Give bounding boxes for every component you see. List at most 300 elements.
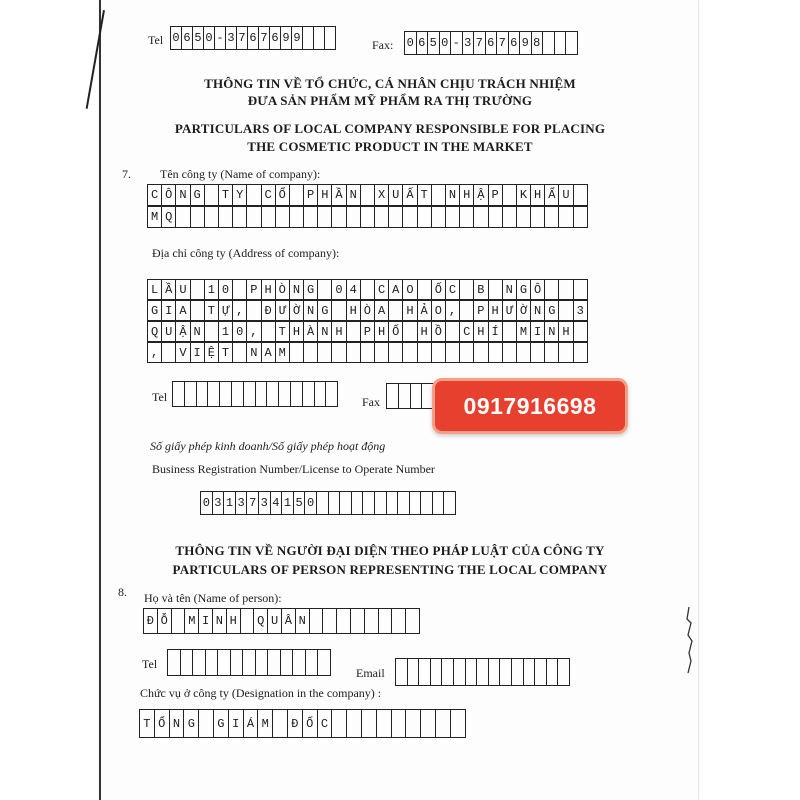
form-char-box: 0 [200, 491, 213, 515]
form-char-box: C [459, 321, 474, 342]
form-char-box: A [374, 300, 389, 321]
form-char-box [346, 342, 361, 363]
form-char-box: T [204, 300, 219, 321]
form-char-box [289, 206, 304, 228]
form-char-box [435, 709, 451, 738]
form-char-box [246, 184, 261, 206]
form-char-box: Ả [417, 300, 432, 321]
form-char-box [544, 342, 559, 363]
designation-label: Chức vụ ở công ty (Designation in the company) : [140, 686, 382, 700]
form-char-box: T [417, 184, 432, 206]
form-char-box [218, 206, 233, 228]
form-char-box [459, 342, 474, 363]
form-char-box [417, 342, 432, 363]
form-char-box: Đ [287, 709, 303, 738]
form-char-box: 3 [225, 26, 237, 50]
form-char-box [317, 279, 332, 300]
form-char-box [360, 342, 375, 363]
form-char-box: C [317, 709, 333, 738]
form-char-box [388, 206, 403, 228]
form-char-box: P [360, 321, 375, 342]
form-char-box [502, 184, 517, 206]
form-char-box: 7 [258, 26, 270, 50]
form-char-box [246, 300, 261, 321]
form-char-box [557, 658, 570, 686]
person-name-label: Họ và tên (Name of person): [144, 591, 282, 605]
section-8-number: 8. [118, 585, 127, 599]
form-char-box: U [558, 184, 573, 206]
form-char-box: 1 [223, 491, 236, 515]
form-char-box: H [346, 300, 361, 321]
form-char-box [180, 649, 194, 676]
form-char-box: T [275, 321, 290, 342]
form-char-box [217, 649, 231, 676]
form-char-box: H [289, 321, 304, 342]
form-char-box: Đ [261, 300, 276, 321]
form-char-box: T [139, 709, 155, 738]
form-char-box [388, 300, 403, 321]
form-char-box: Ầ [331, 184, 346, 206]
form-char-box: Ệ [204, 342, 219, 363]
form-char-box [445, 321, 460, 342]
form-char-box: T [218, 342, 233, 363]
form-char-box [573, 342, 588, 363]
form-char-box: A [261, 342, 276, 363]
form-char-box: Ò [275, 279, 290, 300]
form-char-box [230, 649, 244, 676]
form-char-box: H [317, 184, 332, 206]
form-char-box [573, 184, 588, 206]
company-tel-boxes [172, 381, 337, 407]
form-char-box [405, 608, 420, 634]
form-char-box: C [261, 184, 276, 206]
form-char-box: I [228, 709, 244, 738]
form-char-box: P [488, 184, 503, 206]
form-char-box [280, 649, 294, 676]
address-line3 [147, 321, 587, 342]
form-char-box: U [161, 321, 176, 342]
form-char-box [205, 649, 219, 676]
form-char-box: Ổ [275, 184, 290, 206]
form-char-box: , [246, 321, 261, 342]
form-char-box: Y [232, 184, 247, 206]
person-name-boxes [143, 608, 419, 634]
form-char-box [364, 608, 379, 634]
form-char-box [558, 206, 573, 228]
form-char-box: Q [161, 206, 176, 228]
form-char-box: Ẩ [544, 184, 559, 206]
form-char-box: - [450, 31, 463, 55]
form-char-box [336, 608, 351, 634]
form-char-box: M [147, 206, 162, 228]
form-char-box: Q [147, 321, 162, 342]
form-char-box: 4 [270, 491, 283, 515]
form-char-box: M [257, 709, 273, 738]
form-char-box: 7 [496, 31, 509, 55]
form-char-box [190, 206, 205, 228]
form-char-box [161, 342, 176, 363]
form-char-box: 6 [247, 26, 259, 50]
phone-overlay-badge: 0917916698 [432, 378, 628, 434]
form-char-box: N [530, 300, 545, 321]
company-name-line1 [147, 184, 587, 206]
form-char-box [544, 279, 559, 300]
form-char-box [303, 342, 318, 363]
form-char-box: A [388, 279, 403, 300]
top-fax-boxes [404, 31, 577, 55]
person-heading-en: PARTICULARS OF PERSON REPRESENTING THE LOCAL COMPANY [172, 562, 608, 577]
form-char-box [324, 26, 336, 50]
form-char-box: N [190, 321, 205, 342]
form-char-box: 6 [508, 31, 521, 55]
form-char-box [289, 342, 304, 363]
address-line2 [147, 300, 587, 321]
form-char-box: Ậ [473, 184, 488, 206]
form-char-box: 7 [246, 491, 259, 515]
section-7-number: 7. [122, 167, 131, 181]
form-char-box: H [374, 321, 389, 342]
form-char-box: X [374, 184, 389, 206]
ink-scribble-mark [684, 605, 694, 675]
form-char-box: 6 [416, 31, 429, 55]
form-char-box: N [445, 184, 460, 206]
form-char-box: H [459, 184, 474, 206]
form-char-box [240, 608, 255, 634]
form-char-box [198, 709, 214, 738]
form-char-box: Ấ [402, 184, 417, 206]
form-char-box: 0 [218, 279, 233, 300]
form-char-box [420, 709, 436, 738]
form-char-box [322, 608, 337, 634]
form-char-box [459, 300, 474, 321]
form-char-box: Á [243, 709, 259, 738]
form-char-box [388, 342, 403, 363]
form-char-box [261, 321, 276, 342]
form-char-box [431, 184, 446, 206]
company-heading-en-1: PARTICULARS OF LOCAL COMPANY RESPONSIBLE FOR PLACING [174, 121, 606, 136]
form-char-box: M [275, 342, 290, 363]
form-char-box: A [175, 300, 190, 321]
form-char-box: H [226, 608, 241, 634]
form-char-box: Ố [388, 321, 403, 342]
form-char-box: 0 [232, 321, 247, 342]
form-char-box: Ờ [516, 300, 531, 321]
form-char-box: - [214, 26, 226, 50]
form-char-box: Đ [143, 608, 158, 634]
license-label-vi: Số giấy phép kinh doanh/Số giấy phép hoạt động [150, 439, 386, 453]
form-char-box: G [516, 279, 531, 300]
form-char-box [374, 342, 389, 363]
page-edge [99, 0, 101, 800]
form-char-box [361, 709, 377, 738]
form-char-box: Ổ [154, 709, 170, 738]
form-char-box [502, 206, 517, 228]
form-char-box [573, 279, 588, 300]
form-char-box: M [184, 608, 199, 634]
form-char-box: O [402, 279, 417, 300]
form-char-box: , [445, 300, 460, 321]
form-char-box: 7 [473, 31, 486, 55]
form-char-box: Ờ [289, 300, 304, 321]
company-tel-label: Tel [152, 390, 168, 404]
form-char-box [272, 709, 288, 738]
top-tel-label: Tel [148, 33, 164, 47]
form-char-box: H [473, 321, 488, 342]
form-char-box [204, 184, 219, 206]
person-email-boxes [395, 658, 569, 686]
form-char-box: 3 [212, 491, 225, 515]
form-char-box: Ố [302, 709, 318, 738]
form-char-box: N [317, 321, 332, 342]
form-char-box [305, 649, 319, 676]
form-char-box [374, 206, 389, 228]
form-char-box: 5 [427, 31, 440, 55]
form-char-box: 7 [236, 26, 248, 50]
form-char-box: 9 [519, 31, 532, 55]
form-char-box: H [530, 184, 545, 206]
form-char-box: 6 [181, 26, 193, 50]
form-char-box: U [388, 184, 403, 206]
address-line1 [147, 279, 587, 300]
form-char-box [488, 279, 503, 300]
form-char-box: H [402, 300, 417, 321]
form-char-box: I [198, 608, 213, 634]
form-char-box: G [190, 184, 205, 206]
company-heading-en-2: THE COSMETIC PRODUCT IN THE MARKET [247, 139, 533, 154]
form-char-box: M [516, 321, 531, 342]
form-char-box: H [488, 300, 503, 321]
form-char-box: , [232, 300, 247, 321]
form-char-box [544, 206, 559, 228]
form-char-box: U [175, 279, 190, 300]
form-char-box [190, 279, 205, 300]
license-number-boxes [200, 491, 455, 515]
form-char-box: 1 [204, 279, 219, 300]
form-char-box [558, 279, 573, 300]
form-char-box [445, 206, 460, 228]
form-char-box [346, 709, 362, 738]
form-char-box [360, 184, 375, 206]
form-char-box: Ô [161, 184, 176, 206]
form-char-box: 0 [203, 26, 215, 50]
form-char-box [246, 206, 261, 228]
form-char-box [431, 342, 446, 363]
form-char-box [402, 342, 417, 363]
form-char-box [171, 608, 186, 634]
form-char-box: Ố [431, 279, 446, 300]
person-tel-boxes [167, 649, 330, 676]
form-char-box: Ầ [161, 279, 176, 300]
form-char-box [459, 279, 474, 300]
form-char-box: 1 [281, 491, 294, 515]
form-char-box: 3 [573, 300, 588, 321]
form-char-box: Ồ [431, 321, 446, 342]
form-char-box: 3 [462, 31, 475, 55]
person-email-label: Email [356, 666, 385, 680]
form-char-box: 6 [485, 31, 498, 55]
form-char-box: U [267, 608, 282, 634]
form-char-box [473, 206, 488, 228]
top-fax-label: Fax: [372, 38, 394, 52]
form-char-box [573, 321, 588, 342]
form-char-box [450, 709, 466, 738]
person-tel-label: Tel [142, 657, 158, 671]
form-char-box: Q [253, 608, 268, 634]
form-char-box: À [303, 321, 318, 342]
company-name-line2 [147, 206, 587, 228]
form-char-box [331, 206, 346, 228]
company-heading-vi-2: ĐƯA SẢN PHẨM MỸ PHẨM RA THỊ TRƯỜNG [247, 93, 533, 108]
form-char-box: N [502, 279, 517, 300]
form-char-box: 0 [439, 31, 452, 55]
form-char-box: N [544, 321, 559, 342]
form-char-box [175, 206, 190, 228]
form-char-box [558, 342, 573, 363]
form-char-box: Ư [502, 300, 517, 321]
form-char-box [303, 206, 318, 228]
form-char-box [516, 342, 531, 363]
form-char-box: Í [488, 321, 503, 342]
form-char-box [391, 709, 407, 738]
form-char-box: N [346, 184, 361, 206]
form-char-box [267, 649, 281, 676]
form-char-box [204, 321, 219, 342]
form-char-box [402, 321, 417, 342]
form-char-box: , [147, 342, 162, 363]
form-char-box: 5 [192, 26, 204, 50]
form-char-box [317, 649, 331, 676]
form-char-box: G [183, 709, 199, 738]
form-char-box [376, 709, 392, 738]
form-char-box: N [169, 709, 185, 738]
form-char-box: 9 [291, 26, 303, 50]
form-char-box: 0 [304, 491, 317, 515]
form-char-box: I [190, 342, 205, 363]
form-char-box [431, 206, 446, 228]
form-char-box [405, 709, 421, 738]
form-char-box: B [473, 279, 488, 300]
form-char-box [530, 206, 545, 228]
form-char-box: O [431, 300, 446, 321]
form-char-box [558, 300, 573, 321]
form-char-box [325, 381, 338, 407]
form-char-box [346, 206, 361, 228]
form-char-box [502, 342, 517, 363]
form-char-box: 8 [531, 31, 544, 55]
form-char-box: P [303, 184, 318, 206]
form-char-box [417, 279, 432, 300]
form-char-box: G [147, 300, 162, 321]
form-char-box: Ậ [175, 321, 190, 342]
form-char-box: N [212, 608, 227, 634]
form-char-box [417, 206, 432, 228]
form-char-box: I [530, 321, 545, 342]
form-char-box [204, 206, 219, 228]
form-char-box [232, 206, 247, 228]
company-heading-vi-1: THÔNG TIN VỀ TỔ CHỨC, CÁ NHÂN CHỊU TRÁCH NHIỆM [204, 76, 576, 91]
form-char-box [331, 709, 347, 738]
form-char-box [350, 608, 365, 634]
form-char-box: 0 [170, 26, 182, 50]
company-name-label: Tên công ty (Name of company): [160, 167, 321, 181]
form-char-box: Ư [275, 300, 290, 321]
form-char-box: T [218, 184, 233, 206]
form-char-box [443, 491, 456, 515]
top-tel-boxes [170, 26, 335, 50]
form-char-box [502, 321, 517, 342]
form-char-box: V [175, 342, 190, 363]
form-char-box [242, 649, 256, 676]
form-char-box: P [246, 279, 261, 300]
company-fax-label: Fax [362, 395, 380, 409]
form-char-box: 5 [293, 491, 306, 515]
form-char-box: C [147, 184, 162, 206]
form-char-box: L [147, 279, 162, 300]
form-char-box [459, 206, 474, 228]
form-char-box: H [417, 321, 432, 342]
form-char-box [391, 608, 406, 634]
form-char-box [255, 649, 269, 676]
form-char-box: C [445, 279, 460, 300]
form-char-box: Ò [360, 300, 375, 321]
form-char-box: N [246, 342, 261, 363]
form-char-box [289, 184, 304, 206]
form-char-box [360, 206, 375, 228]
form-char-box: N [289, 279, 304, 300]
form-char-box: 4 [346, 279, 361, 300]
form-char-box [565, 31, 578, 55]
form-char-box [317, 206, 332, 228]
form-char-box: G [303, 279, 318, 300]
form-char-box [488, 206, 503, 228]
form-char-box [346, 321, 361, 342]
form-char-box [167, 649, 181, 676]
form-char-box: 3 [258, 491, 271, 515]
form-char-box: K [516, 184, 531, 206]
form-char-box [261, 206, 276, 228]
form-char-box [360, 279, 375, 300]
form-char-box: G [544, 300, 559, 321]
form-char-box [573, 206, 588, 228]
form-char-box [292, 649, 306, 676]
form-char-box [275, 206, 290, 228]
form-char-box: Ự [218, 300, 233, 321]
address-line4 [147, 342, 587, 363]
form-char-box [232, 279, 247, 300]
form-char-box: 6 [269, 26, 281, 50]
form-char-box: 1 [218, 321, 233, 342]
person-heading-vi: THÔNG TIN VỀ NGƯỜI ĐẠI DIỆN THEO PHÁP LUẬT CỦA CÔNG TY [175, 543, 605, 558]
form-char-box [232, 342, 247, 363]
designation-boxes [139, 709, 465, 738]
form-char-box: Â [281, 608, 296, 634]
form-char-box: G [317, 300, 332, 321]
form-char-box [402, 206, 417, 228]
form-char-box [317, 342, 332, 363]
form-char-box [530, 342, 545, 363]
company-address-label: Địa chỉ công ty (Address of company): [152, 246, 340, 260]
form-char-box [331, 342, 346, 363]
form-char-box [192, 649, 206, 676]
form-char-box [516, 206, 531, 228]
form-char-box: Ô [530, 279, 545, 300]
form-char-box: H [261, 279, 276, 300]
form-char-box: 0 [404, 31, 417, 55]
form-char-box [190, 300, 205, 321]
form-char-box: G [213, 709, 229, 738]
form-char-box [331, 300, 346, 321]
form-char-box: N [295, 608, 310, 634]
